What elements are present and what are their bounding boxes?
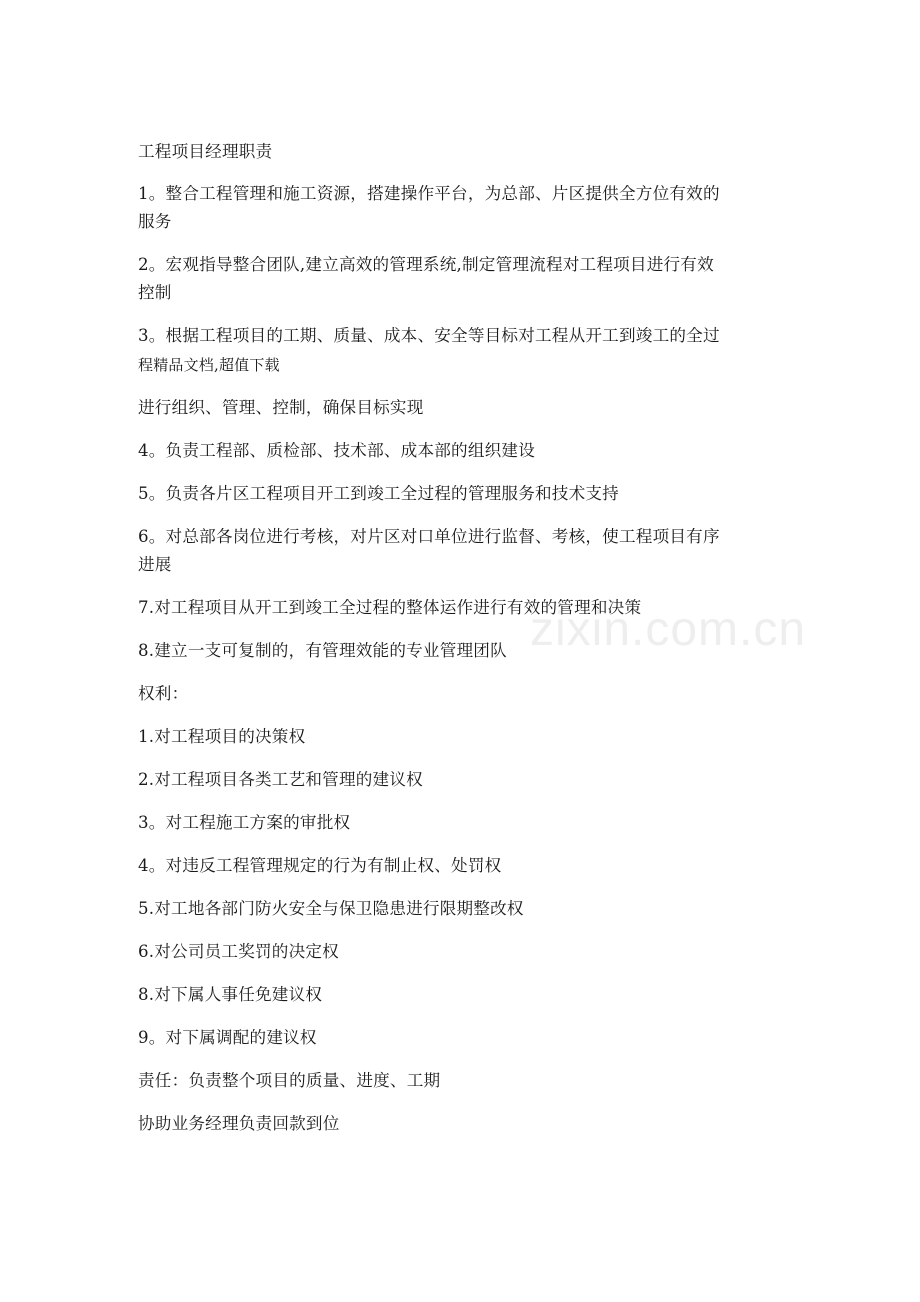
duty-item-1: 1。整合工程管理和施工资源，搭建操作平台，为总部、片区提供全方位有效的	[138, 184, 720, 203]
duty-item-5: 5。负责各片区工程项目开工到竣工全过程的管理服务和技术支持	[138, 484, 619, 503]
assist-line: 协助业务经理负责回款到位	[138, 1114, 340, 1133]
duty-item-4: 4。负责工程部、质检部、技术部、成本部的组织建设	[138, 441, 536, 460]
right-item-6: 6.对公司员工奖罚的决定权	[138, 942, 339, 961]
right-item-1: 1.对工程项目的决策权	[138, 727, 306, 746]
duty-item-7: 7.对工程项目从开工到竣工全过程的整体运作进行有效的管理和决策	[138, 598, 642, 617]
right-item-3: 3。对工程施工方案的审批权	[138, 813, 351, 832]
duty-item-3-continued: 程精品文档,超值下载	[138, 356, 280, 374]
duty-item-1-continued: 服务	[138, 212, 172, 231]
watermark: zixin.com.cn	[530, 603, 807, 656]
duty-item-3: 3。根据工程项目的工期、质量、成本、安全等目标对工程从开工到竣工的全过	[138, 326, 720, 345]
duty-item-6: 6。对总部各岗位进行考核，对片区对口单位进行监督、考核，使工程项目有序	[138, 527, 720, 546]
right-item-9: 9。对下属调配的建议权	[138, 1028, 317, 1047]
duty-item-8: 8.建立一支可复制的，有管理效能的专业管理团队	[138, 641, 507, 660]
right-item-4: 4。对违反工程管理规定的行为有制止权、处罚权	[138, 856, 502, 875]
document-title: 工程项目经理职责	[138, 142, 273, 161]
rights-heading: 权利：	[138, 684, 189, 703]
right-item-8: 8.对下属人事任免建议权	[138, 985, 323, 1004]
right-item-5: 5.对工地各部门防火安全与保卫隐患进行限期整改权	[138, 899, 524, 918]
responsibility-line: 责任：负责整个项目的质量、进度、工期	[138, 1071, 441, 1090]
duty-item-2-continued: 控制	[138, 283, 172, 302]
duty-item-3-tail: 进行组织、管理、控制，确保目标实现	[138, 398, 424, 417]
right-item-2: 2.对工程项目各类工艺和管理的建议权	[138, 770, 423, 789]
duty-item-6-continued: 进展	[138, 555, 172, 574]
duty-item-2: 2。宏观指导整合团队,建立高效的管理系统,制定管理流程对工程项目进行有效	[138, 255, 714, 274]
